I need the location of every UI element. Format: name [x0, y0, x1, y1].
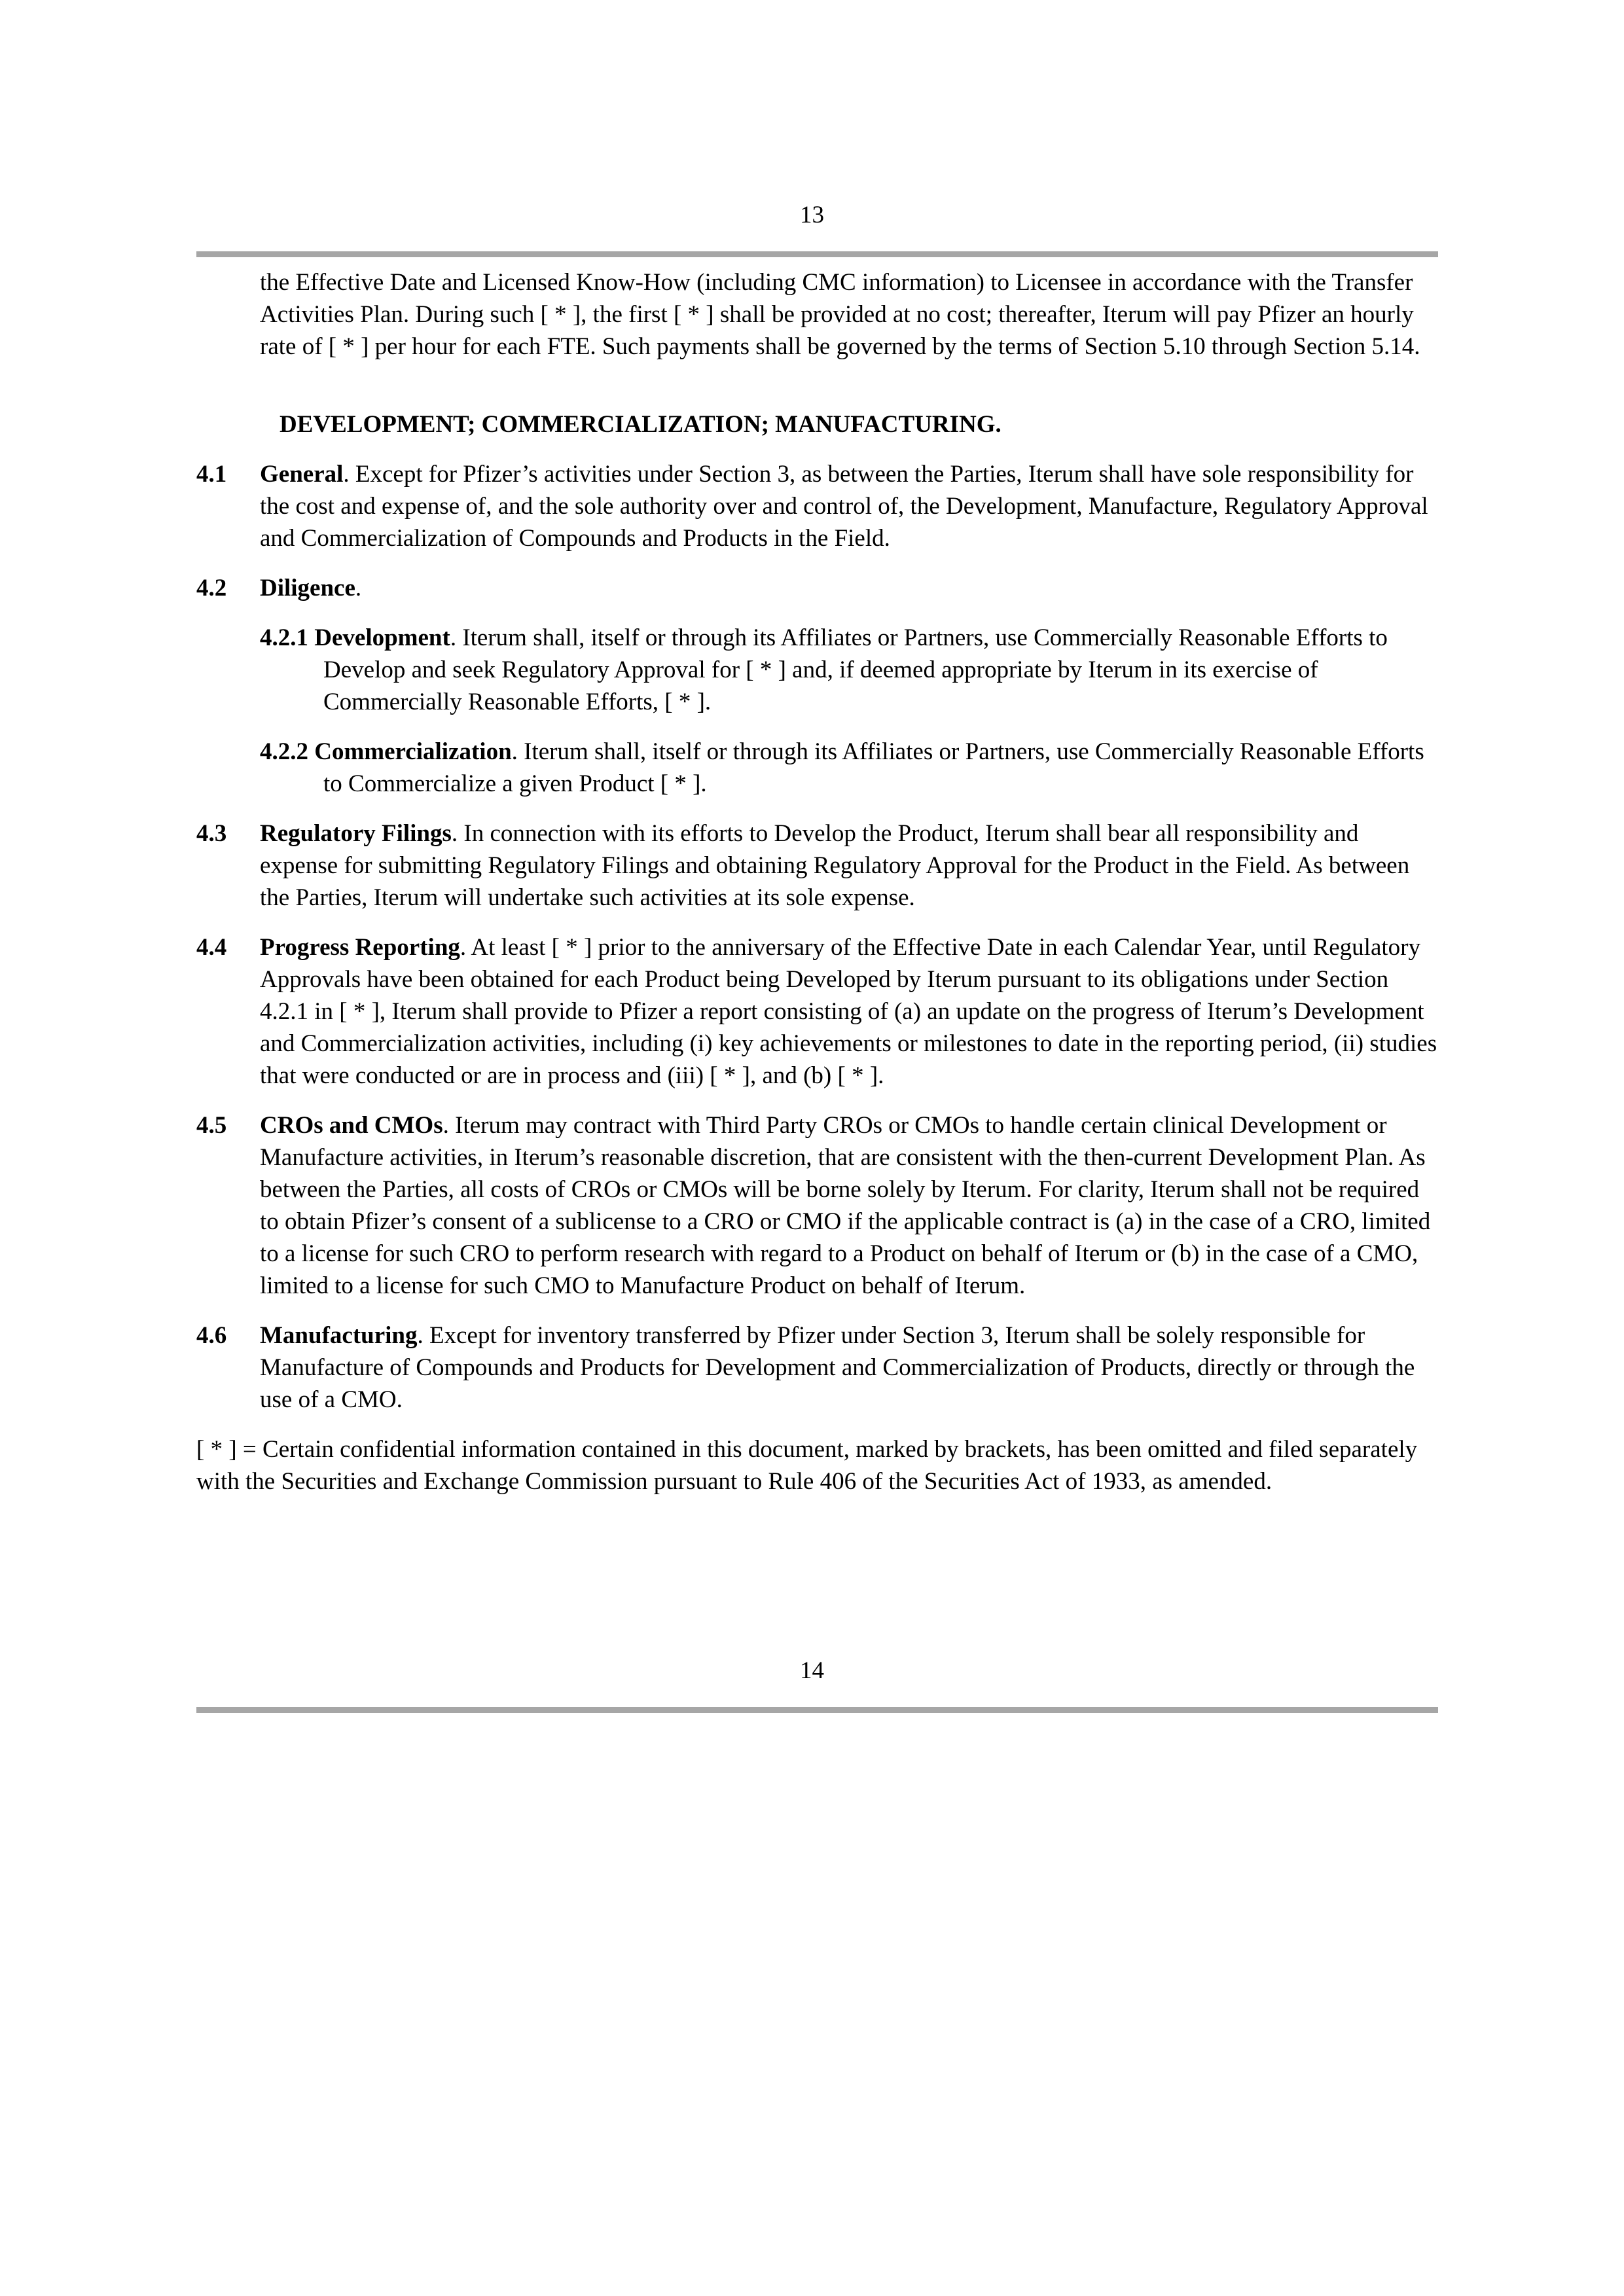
page-divider-top: [196, 251, 1438, 257]
continuation-paragraph: the Effective Date and Licensed Know-How (including CMC information) to Licensee in accordance with the Transfer Activities Plan. During such [ * ], the first [ * ] shall be provided at no cost; thereafter, Iterum will pay Pfizer an hourly rate of [ * ] per hour for each FTE. Such payments shall be governed by the terms of Section 5.10 through Section 5.14.: [260, 269, 1420, 360]
section-title: CROs and CMOs: [260, 1112, 443, 1139]
section-title: Regulatory Filings: [260, 820, 452, 847]
article-4-heading: DEVELOPMENT; COMMERCIALIZATION; MANUFACTURING.: [280, 411, 1001, 438]
section-body: . Except for inventory transferred by Pfizer under Section 3, Iterum shall be solely responsible for Manufacture of Compounds and Products for Development and Commercialization of Products, directly or through the use of a CMO.: [260, 1322, 1415, 1413]
section-title: Manufacturing: [260, 1322, 418, 1349]
page-number-top: 13: [800, 202, 824, 228]
section-4-2-1: [260, 622, 1438, 718]
page-number-bottom: 14: [800, 1657, 824, 1684]
section-title: Diligence: [260, 575, 355, 601]
section-4-2-2: [260, 736, 1438, 800]
section-body: . Iterum may contract with Third Party CROs or CMOs to handle certain clinical Development or Manufacture activities, in Iterum’s reasonable discretion, that are consistent with the then-current Development Plan. As between the Parties, all costs of CROs or CMOs will be borne solely by Iterum. For clarity, Iterum shall not be required to obtain Pfizer’s consent of a sublicense to a CRO or CMO if the applicable contract is (a) in the case of a CRO, limited to a license for such CRO to perform research with regard to a Product on behalf of Iterum or (b) in the case of a CMO, limited to a license for such CMO to Manufacture Product on behalf of Iterum.: [260, 1112, 1431, 1299]
section-number: 4.5: [196, 1112, 227, 1139]
section-number: 4.6: [196, 1322, 227, 1349]
section-4-1: [196, 458, 1438, 554]
section-4-5: [196, 1109, 1438, 1302]
section-number: 4.2: [196, 575, 227, 601]
section-number: 4.1: [196, 461, 227, 488]
subsection-title: 4.2.1 Development: [260, 624, 450, 651]
section-4-4: [196, 931, 1438, 1092]
subsection-body: . Iterum shall, itself or through its Affiliates or Partners, use Commercially Reasonable Efforts to Commercialize a given Product [ * ].: [323, 738, 1424, 797]
section-body: .: [355, 575, 362, 601]
section-body: . Except for Pfizer’s activities under Section 3, as between the Parties, Iterum shall have sole responsibility for the cost and expense of, and the sole authority over and control of, the Development, Manufacture, Regulatory Approval and Commercialization of Compounds and Products in the Field.: [260, 461, 1428, 552]
section-title: General: [260, 461, 344, 488]
page-divider-bottom: [196, 1707, 1438, 1713]
section-number: 4.4: [196, 934, 227, 961]
section-body: . In connection with its efforts to Develop the Product, Iterum shall bear all responsibility and expense for submitting Regulatory Filings and obtaining Regulatory Approval for the Product in the Field. As between the Parties, Iterum will undertake such activities at its sole expense.: [260, 820, 1410, 911]
document-body: [196, 266, 1438, 1498]
subsection-body: . Iterum shall, itself or through its Affiliates or Partners, use Commercially Reasonable Efforts to Develop and seek Regulatory Approval for [ * ] and, if deemed appropriate by Iterum in its exercise of Commercially Reasonable Efforts, [ * ].: [323, 624, 1388, 715]
section-number: 4.3: [196, 820, 227, 847]
subsection-title: 4.2.2 Commercialization: [260, 738, 512, 765]
section-4-3: [196, 817, 1438, 914]
section-4-2: [196, 572, 1438, 604]
redaction-footnote: [ * ] = Certain confidential information contained in this document, marked by brackets, has been omitted and filed separately with the Securities and Exchange Commission pursuant to Rule 406 of the Securities Act of 1933, as amended.: [196, 1436, 1418, 1495]
section-4-6: [196, 1319, 1438, 1416]
section-body: . At least [ * ] prior to the anniversary of the Effective Date in each Calendar Year, until Regulatory Approvals have been obtained for each Product being Developed by Iterum pursuant to its obligations under Section 4.2.1 in [ * ], Iterum shall provide to Pfizer a report consisting of (a) an update on the progress of Iterum’s Development and Commercialization activities, including (i) key achievements or milestones to date in the reporting period, (ii) studies that were conducted or are in process and (iii) [ * ], and (b) [ * ].: [260, 934, 1437, 1089]
section-title: Progress Reporting: [260, 934, 460, 961]
